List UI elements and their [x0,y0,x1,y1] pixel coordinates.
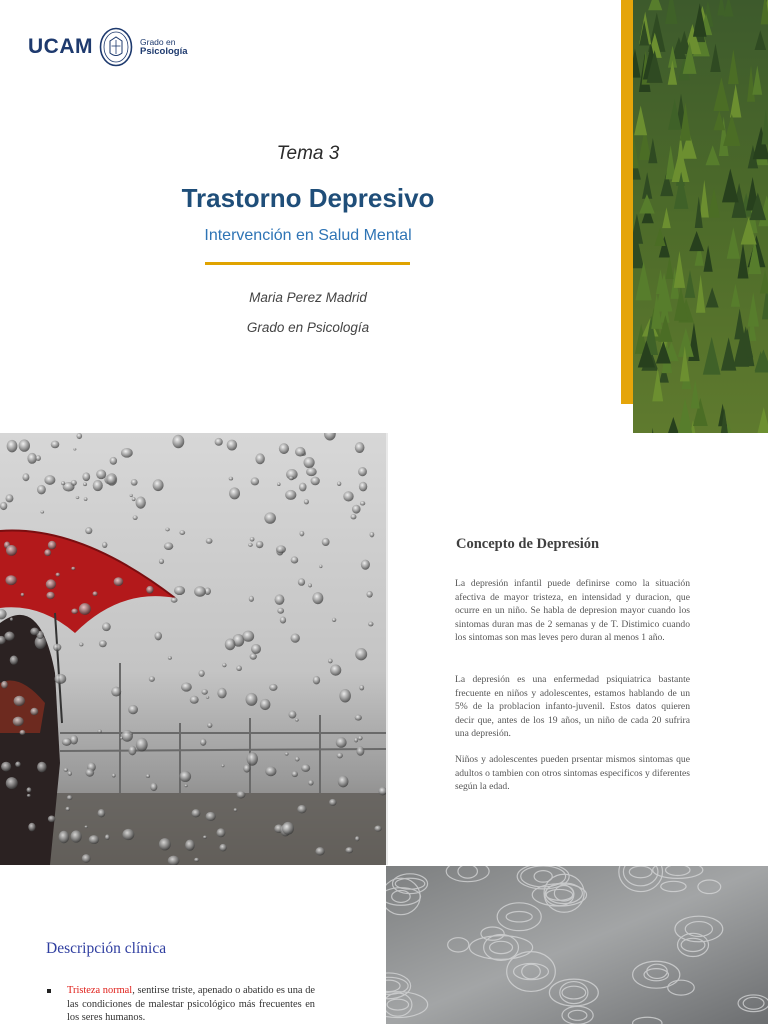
list-item [47,984,315,1025]
document-title: Trastorno Depresivo [181,183,435,213]
water-ripples-photo [386,866,768,1024]
logo-wordmark: UCAM [28,35,93,58]
author-name: Maria Perez Madrid [249,290,367,305]
highlight-term: Tristeza normal [67,985,133,996]
section-heading-clinical: Descripción clínica [46,940,167,957]
accent-bar [621,0,633,404]
page-divider [386,433,388,865]
logo-sub-line1: Grado en [140,37,176,47]
bullet-icon [47,989,51,993]
university-seal-icon [99,27,133,67]
title-divider [205,262,410,265]
cover-page [0,0,768,433]
document-subtitle: Intervención en Salud Mental [204,227,412,244]
paragraph: La depresión infantil puede definirse como la situación afectiva de mayor tristeza, en intensidad y duracion, que ocurre en un niño. Se habla de depresion mayor cuando los sintomas duran mas de 2 semanas y de T. Distimico cuando los sintomas son mas leves pero duran al menos 1 año. [455,578,690,643]
paragraph: La depresión es una enfermedad psiquiatrica bastante frecuente en niños y adolescentes, estamos hablando de un 5% de la problacion infanto-juvenil. Estos datos quieren decir que, antes de los 19 años, un niño de cada 20 sufrira una depresión. [455,674,690,739]
logo-subtitle [140,37,188,57]
logo-sub-line2: Psicología [140,46,188,57]
topic-number: Tema 3 [276,143,340,164]
ucam-logo [28,24,188,70]
forest-photo [633,0,768,433]
bullet-body: , sentirse triste, apenado o abatido es una de las condiciones de malestar psicológico más frecuentes en los seres humanos. [67,985,315,1023]
bullet-text [67,984,315,1025]
section-heading-concept: Concepto de Depresión [456,536,600,552]
rain-umbrella-photo [0,433,386,865]
degree-name: Grado en Psicología [246,320,370,335]
paragraph: Niños y adolescentes pueden prsentar mismos sintomas que adultos o tambien con otros sintomas especificos y diferentes según la edad. [455,754,690,792]
